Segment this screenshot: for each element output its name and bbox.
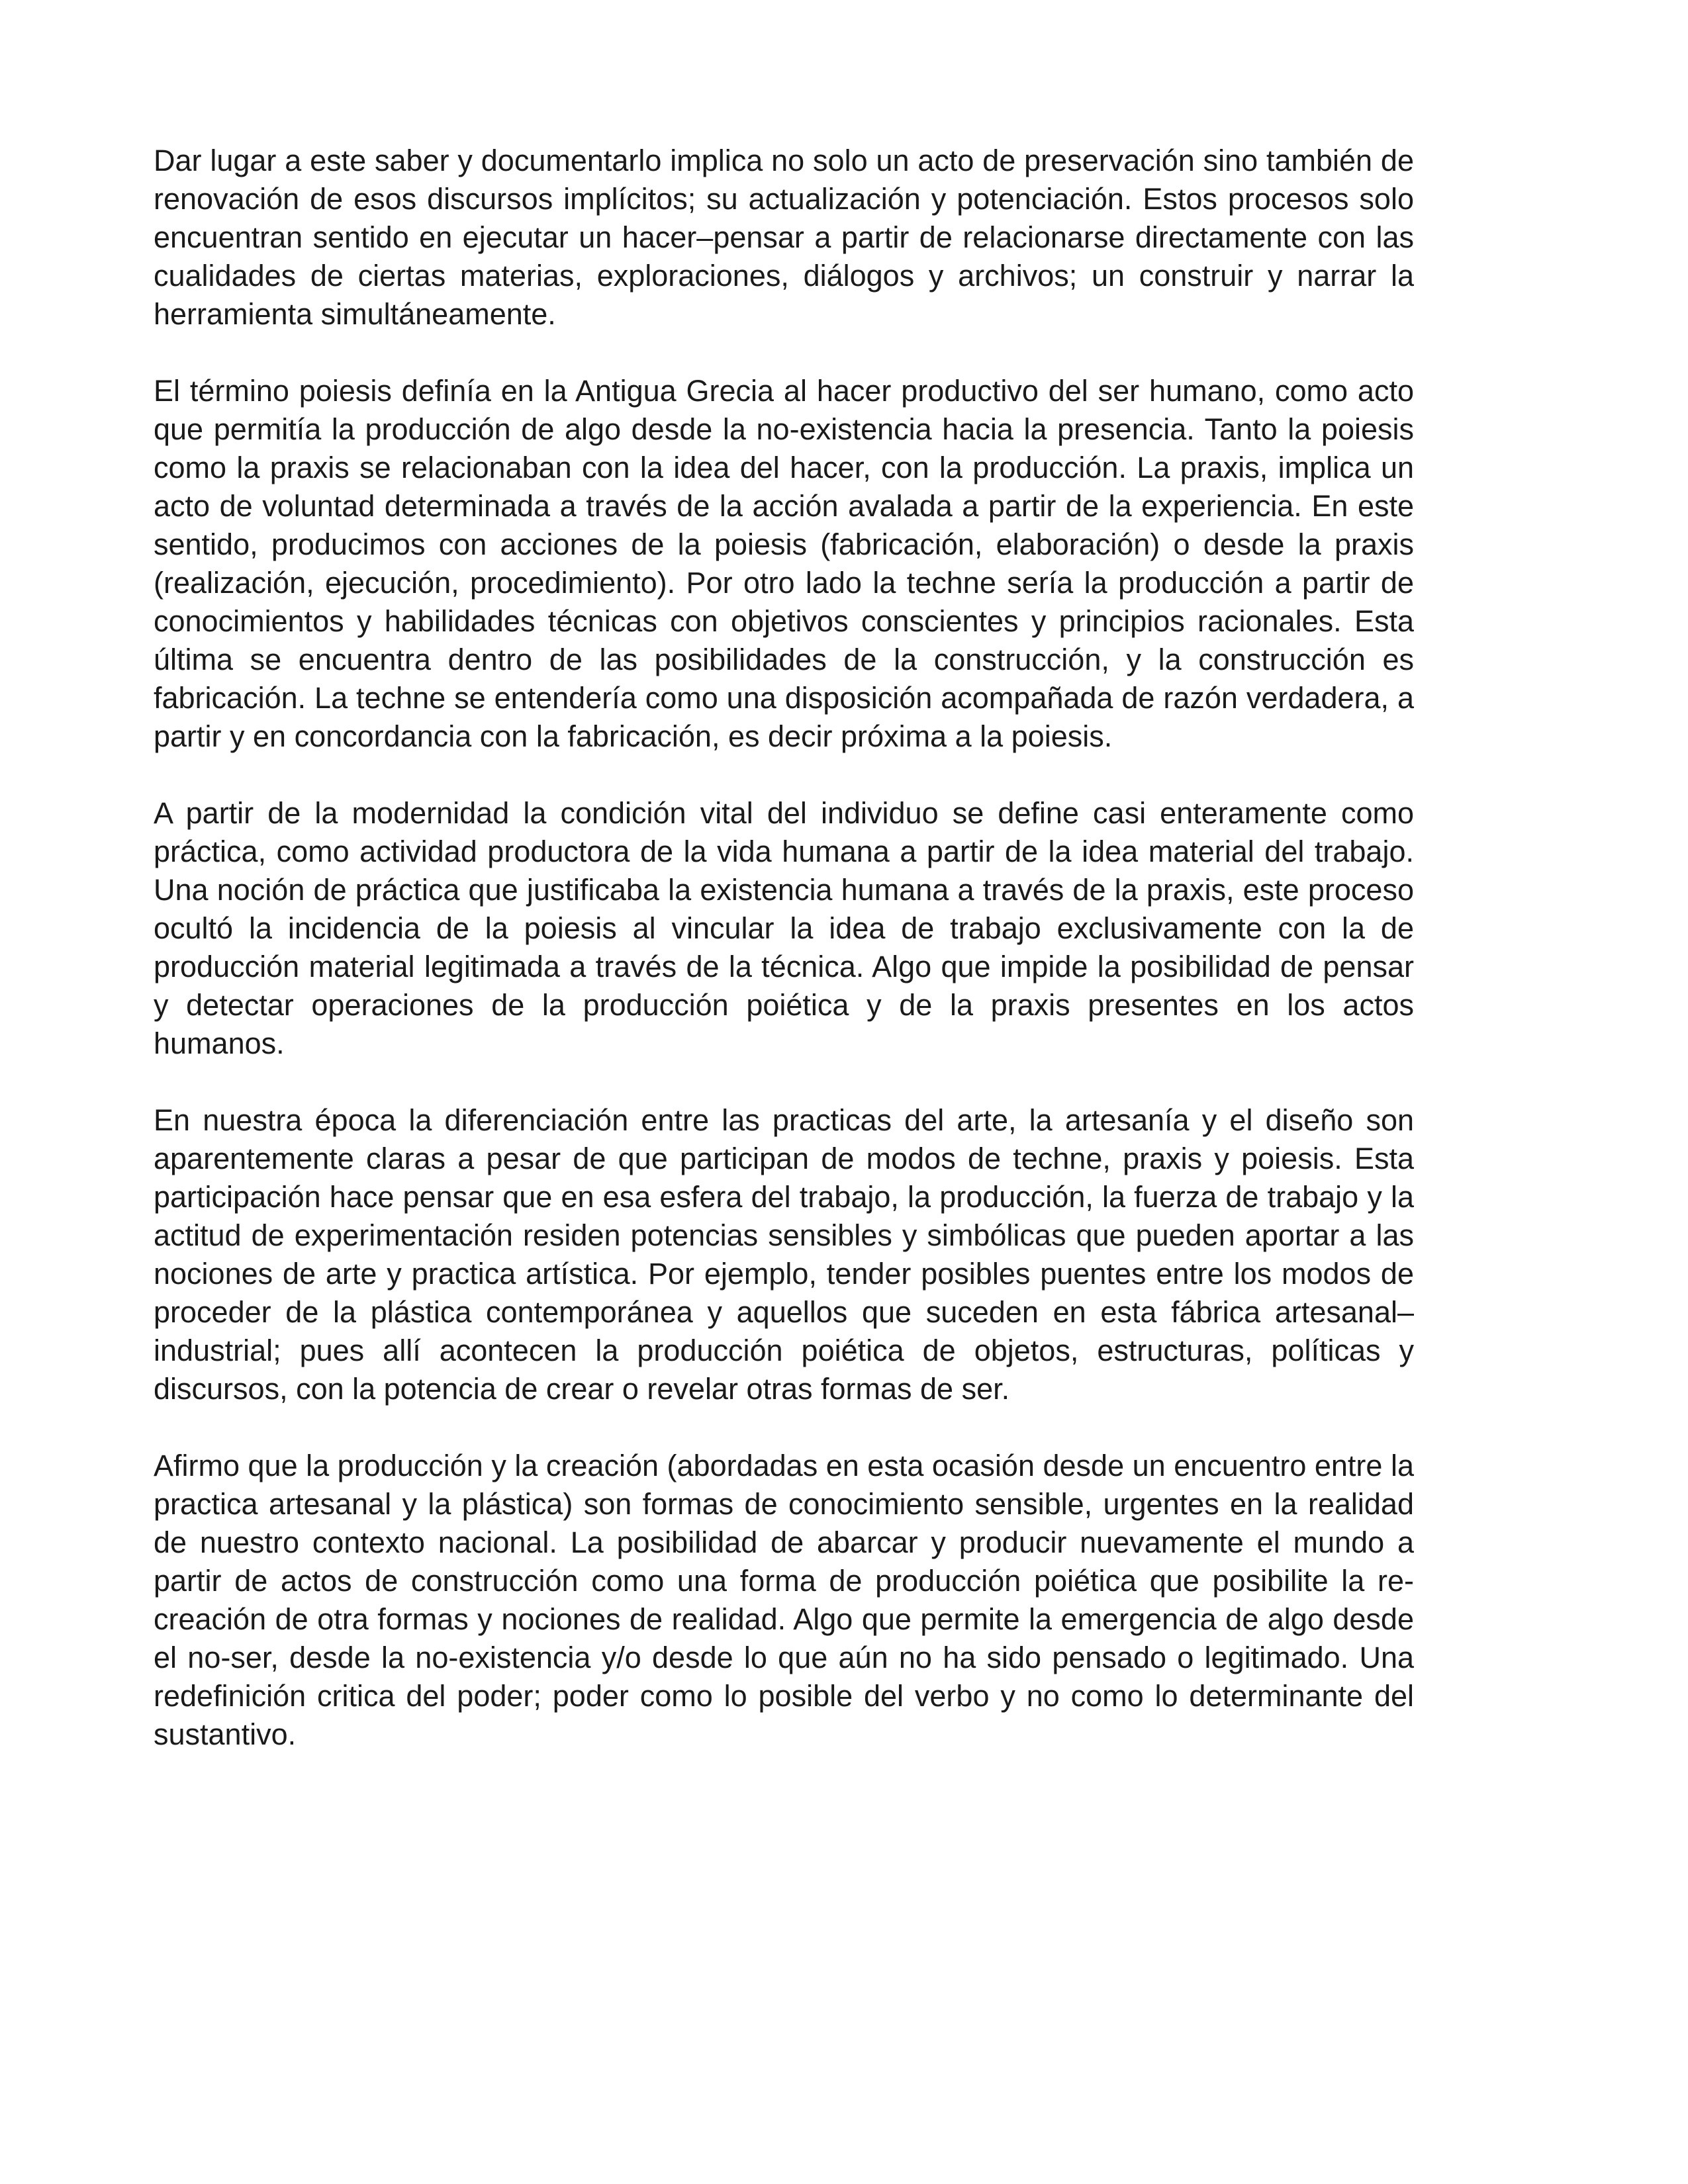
paragraph-4: En nuestra época la diferenciación entre las practicas del arte, la artesanía y el diseño son aparentemente claras a pesar de que participan de modos de techne, praxis y poiesis. Esta participación hace pensar que en esa esfera del trabajo, la producción, la fuerza de trabajo y la actitud de experimentación residen potencias sensibles y simbólicas que pueden aportar a las nociones de arte y practica artística. Por ejemplo, tender posibles puentes entre los modos de proceder de la plástica contemporánea y aquellos que suceden en esta fábrica artesanal–industrial; pues allí acontecen la producción poiética de objetos, estructuras, políticas y discursos, con la potencia de crear o revelar otras formas de ser. [154,1103,1414,1406]
paragraph-2: El término poiesis definía en la Antigua Grecia al hacer productivo del ser humano, como acto que permitía la producción de algo desde la no-existencia hacia la presencia. Tanto la poiesis como la praxis se relacionaban con la idea del hacer, con la producción. La praxis, implica un acto de voluntad determinada a través de la acción avalada a partir de la experiencia. En este sentido, producimos con acciones de la poiesis (fabricación, elaboración) o desde la praxis (realización, ejecución, procedimiento). Por otro lado la techne sería la producción a partir de conocimientos y habilidades técnicas con objetivos conscientes y principios racionales. Esta última se encuentra dentro de las posibilidades de la construcción, y la construcción es fabricación. La techne se entendería como una disposición acompañada de razón verdadera, a partir y en concordancia con la fabricación, es decir próxima a la poiesis. [154,374,1414,753]
paragraph-1: Dar lugar a este saber y documentarlo implica no solo un acto de preservación sino también de renovación de esos discursos implícitos; su actualización y potenciación. Estos procesos solo encuentran sentido en ejecutar un hacer–pensar a partir de relacionarse directamente con las cualidades de ciertas materias, exploraciones, diálogos y archivos; un construir y narrar la herramienta simultáneamente. [154,144,1414,331]
paragraph-5: Afirmo que la producción y la creación (abordadas en esta ocasión desde un encuentro entre la practica artesanal y la plástica) son formas de conocimiento sensible, urgentes en la realidad de nuestro contexto nacional. La posibilidad de abarcar y producir nuevamente el mundo a partir de actos de construcción como una forma de producción poiética que posibilite la re-creación de otra formas y nociones de realidad. Algo que permite la emergencia de algo desde el no-ser, desde la no-existencia y/o desde lo que aún no ha sido pensado o legitimado. Una redefinición critica del poder; poder como lo posible del verbo y no como lo determinante del sustantivo. [154,1449,1414,1751]
paragraph-3: A partir de la modernidad la condición vital del individuo se define casi enteramente como práctica, como actividad productora de la vida humana a partir de la idea material del trabajo. Una noción de práctica que justificaba la existencia humana a través de la praxis, este proceso ocultó la incidencia de la poiesis al vincular la idea de trabajo exclusivamente con la de producción material legitimada a través de la técnica. Algo que impide la posibilidad de pensar y detectar operaciones de la producción poiética y de la praxis presentes en los actos humanos. [154,796,1414,1060]
document-body [154,142,1414,1754]
